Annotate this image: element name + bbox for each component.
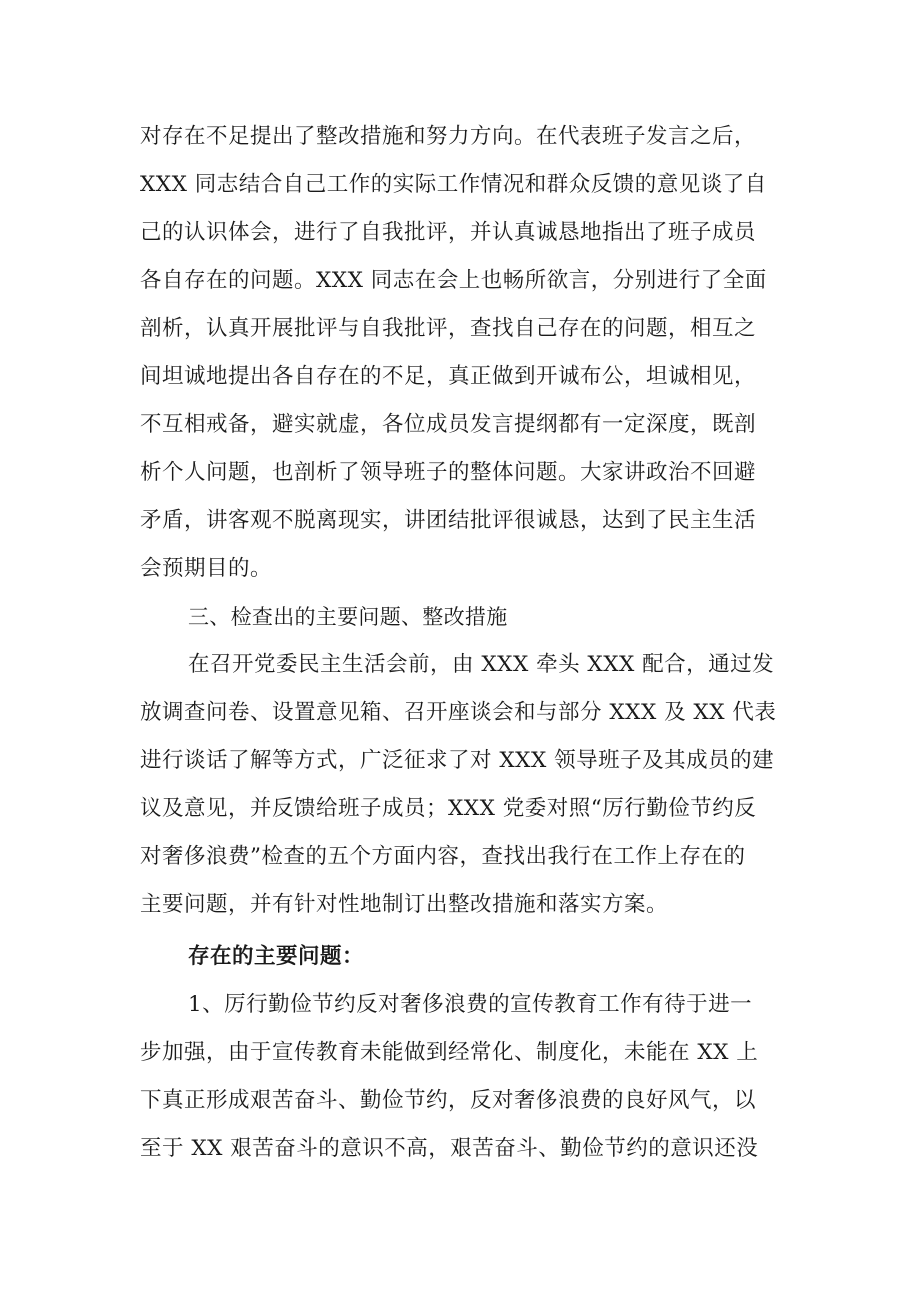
paragraph-2 [140, 641, 790, 929]
text-line: 各自存在的问题。XXX 同志在会上也畅所欲言，分别进行了全面 [140, 268, 767, 293]
text-line: 在召开党委民主生活会前，由 XXX 牵头 XXX 配合，通过发 [188, 652, 775, 677]
text-line: 对存在不足提出了整改措施和努力方向。在代表班子发言之后， [140, 124, 757, 149]
text-line: XXX 同志结合自己工作的实际工作情况和群众反馈的意见谈了自 [140, 172, 767, 197]
text-line: 矛盾，讲客观不脱离现实，讲团结批评很诚恳，达到了民主生活 [140, 508, 757, 533]
paragraph-3 [140, 981, 790, 1173]
text-line: 对奢侈浪费”检查的五个方面内容，查找出我行在工作上存在的 [140, 844, 746, 869]
section-heading: 三、检查出的主要问题、整改措施 [188, 605, 508, 629]
text-line: 间坦诚地提出各自存在的不足，真正做到开诚布公，坦诚相见， [140, 364, 757, 389]
text-line: 至于 XX 艰苦奋斗的意识不高，艰苦奋斗、勤俭节约的意识还没 [140, 1136, 759, 1161]
paragraph-1 [140, 113, 790, 593]
document-body [140, 113, 790, 1173]
text-line: 己的认识体会，进行了自我批评，并认真诚恳地指出了班子成员 [140, 220, 757, 245]
text-line: 剖析，认真开展批评与自我批评，查找自己存在的问题，相互之 [140, 316, 757, 341]
text-line: 下真正形成艰苦奋斗、勤俭节约，反对奢侈浪费的良好风气，以 [140, 1088, 757, 1113]
text-line: 进行谈话了解等方式，广泛征求了对 XXX 领导班子及其成员的建 [140, 748, 775, 773]
text-line: 析个人问题，也剖析了领导班子的整体问题。大家讲政治不回避 [140, 460, 757, 485]
text-line: 不互相戒备，避实就虚，各位成员发言提纲都有一定深度，既剖 [140, 412, 757, 437]
text-line: 步加强，由于宣传教育未能做到经常化、制度化，未能在 XX 上 [140, 1040, 759, 1065]
text-line: 会预期目的。 [140, 556, 273, 581]
text-line: 放调查问卷、设置意见箱、召开座谈会和与部分 XXX 及 XX 代表 [140, 700, 777, 725]
text-line: 主要问题，并有针对性地制订出整改措施和落实方案。 [140, 892, 669, 917]
text-line: 议及意见，并反馈给班子成员；XXX 党委对照“厉行勤俭节约反 [140, 796, 757, 821]
text-line: 1、厉行勤俭节约反对奢侈浪费的宣传教育工作有待于进一 [188, 992, 753, 1017]
subheading: 存在的主要问题： [188, 944, 365, 969]
